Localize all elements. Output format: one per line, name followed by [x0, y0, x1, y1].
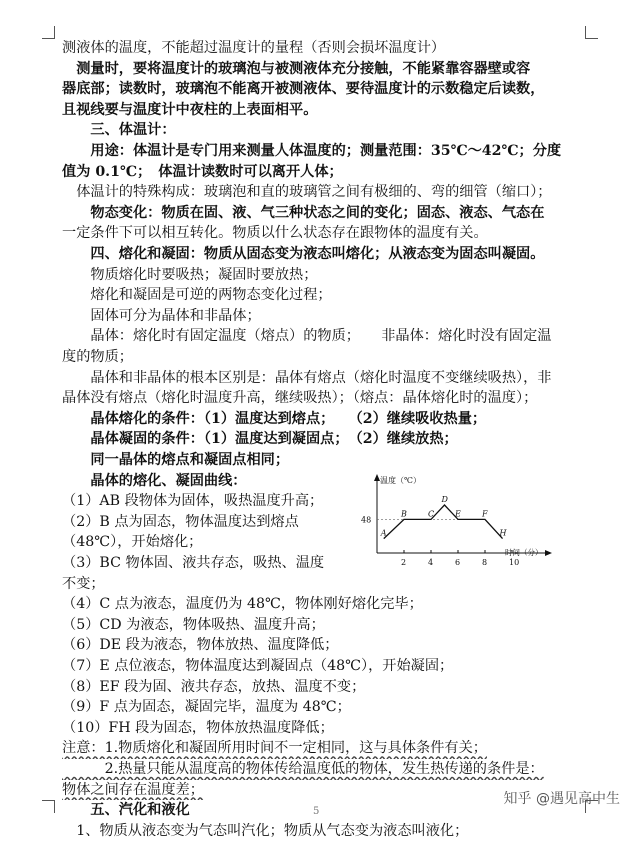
crop-mark-top-right: [585, 26, 598, 39]
page-number: 5: [313, 806, 320, 817]
text-line: （1）AB 段物体为固体，吸热温度升高；: [62, 493, 324, 510]
y-axis-label: 温度（℃）: [380, 475, 421, 485]
crop-mark-bottom-left: [42, 800, 55, 813]
text-line: 晶体和非晶体的根本区别是：晶体有熔点（熔化时温度不变继续吸热），非: [62, 369, 552, 386]
text-line: 用途：体温计是专门用来测量人体温度的；测量范围：35℃～42℃；分度: [62, 143, 562, 159]
text-line: 晶体凝固的条件：（1）温度达到凝固点； （2）继续放热；: [62, 431, 458, 448]
text-line: 晶体没有熔点（熔化时温度升高，继续吸热）；（熔点：晶体熔化时的温度）；: [62, 390, 538, 407]
text-line: 1、物质从液态变为气态叫汽化；物质从气态变为液态叫液化；: [62, 822, 469, 839]
text-line: 一定条件下可以相互转化。物质以什么状态存在跟物体的温度有关。: [62, 225, 488, 242]
section-heading: 四、熔化和凝固：物质从固态变为液态叫熔化；从液态变为固态叫凝固。: [62, 246, 545, 262]
point-label-h: H: [499, 528, 507, 538]
text-line: （4）C 点为液态，温度仍为 48℃，物体刚好熔化完毕；: [62, 596, 423, 613]
text-line: 体温计的特殊构成：玻璃泡和直的玻璃管之间有极细的、弯的细管（缩口）；: [62, 184, 552, 201]
melting-curve-chart: [355, 473, 565, 573]
text-line: （2）B 点为固态，物体温度达到熔点: [62, 513, 299, 530]
text-line: （10）FH 段为固态，物体放热温度降低；: [62, 719, 334, 736]
section-heading: 五、汽化和液化: [62, 802, 190, 819]
point-label-c: C: [428, 508, 435, 518]
text-line: 测量时，要将温度计的玻璃泡与被测液体充分接触，不能紧靠容器壁或容: [62, 60, 531, 77]
text-line: 物质熔化时要吸热；凝固时要放热；: [62, 266, 318, 283]
text-line: 度的物质；: [62, 349, 133, 365]
text-line: （5）CD 为液态，物体吸热、温度升高；: [62, 616, 325, 633]
point-label-a: A: [380, 528, 387, 538]
text-line: （7）E 点位液态，物体温度达到凝固点（48℃），开始凝固；: [62, 658, 454, 674]
point-label-f: F: [482, 508, 488, 518]
text-line: 值为 0.1℃； 体温计读数时可以离开人体；: [62, 163, 343, 180]
text-line: 物态变化：物质在固、液、气三种状态之间的变化；固态、液态、气态在: [62, 204, 545, 221]
note-line: 注意：1.物质熔化和凝固所用时间不一定相同，这与具体条件有关；: [62, 740, 487, 757]
x-axis-label: 时间（分）: [505, 547, 543, 557]
note-line: 2.热量只能从温度高的物体传给温度低的物体，发生热传递的条件是：: [62, 761, 544, 777]
x-axis-arrow: [545, 550, 552, 556]
watermark: 知乎 @遇见高中生: [503, 791, 620, 807]
point-label-e: E: [455, 508, 461, 518]
text-line: 测液体的温度，不能超过温度计的量程（否则会损坏温度计）: [62, 40, 446, 56]
section-heading: 三、体温计：: [62, 122, 176, 139]
crop-mark-top-left: [42, 26, 55, 39]
text-line: 且视线要与温度计中夜柱的上表面相平。: [62, 101, 318, 118]
text-line: 晶体：熔化时有固定温度（熔点）的物质； 非晶体：熔化时没有固定温: [62, 328, 552, 345]
x-tick-label: 10: [509, 557, 520, 567]
text-line: （6）DE 段为液态，物体放热、温度降低；: [62, 637, 339, 654]
x-tick-label: 4: [428, 557, 434, 567]
text-line: （8）EF 段为固、液共存态，放热、温度不变；: [62, 678, 366, 695]
text-line: 同一晶体的熔点和凝固点相同；: [62, 452, 290, 468]
text-line: （9）F 点为固态，凝固完毕，温度为 48℃；: [62, 699, 351, 716]
text-line: 不变；: [62, 575, 105, 592]
note-line: 物体之间存在温度差；: [62, 781, 204, 798]
text-line: （3）BC 物体固、液共存态，吸热、温度: [62, 555, 325, 571]
text-line: （48℃），开始熔化；: [62, 534, 203, 551]
text-line: 晶体的熔化、凝固曲线：: [62, 472, 247, 489]
text-line: 熔化和凝固是可逆的两物态变化过程；: [62, 287, 332, 304]
point-label-d: D: [441, 494, 448, 504]
x-tick-label: 8: [482, 557, 488, 567]
point-label-b: B: [401, 508, 407, 518]
y-tick-label: 48: [361, 514, 372, 524]
text-line: 器底部；读数时，玻璃泡不能离开被测液体、要待温度计的示数稳定后读数，: [62, 81, 545, 98]
text-line: 固体可分为晶体和非晶体；: [62, 307, 261, 324]
x-tick-label: 6: [455, 557, 461, 567]
x-tick-label: 2: [401, 557, 407, 567]
text-line: 晶体熔化的条件：（1）温度达到熔点； （2）继续吸收热量；: [62, 410, 487, 427]
